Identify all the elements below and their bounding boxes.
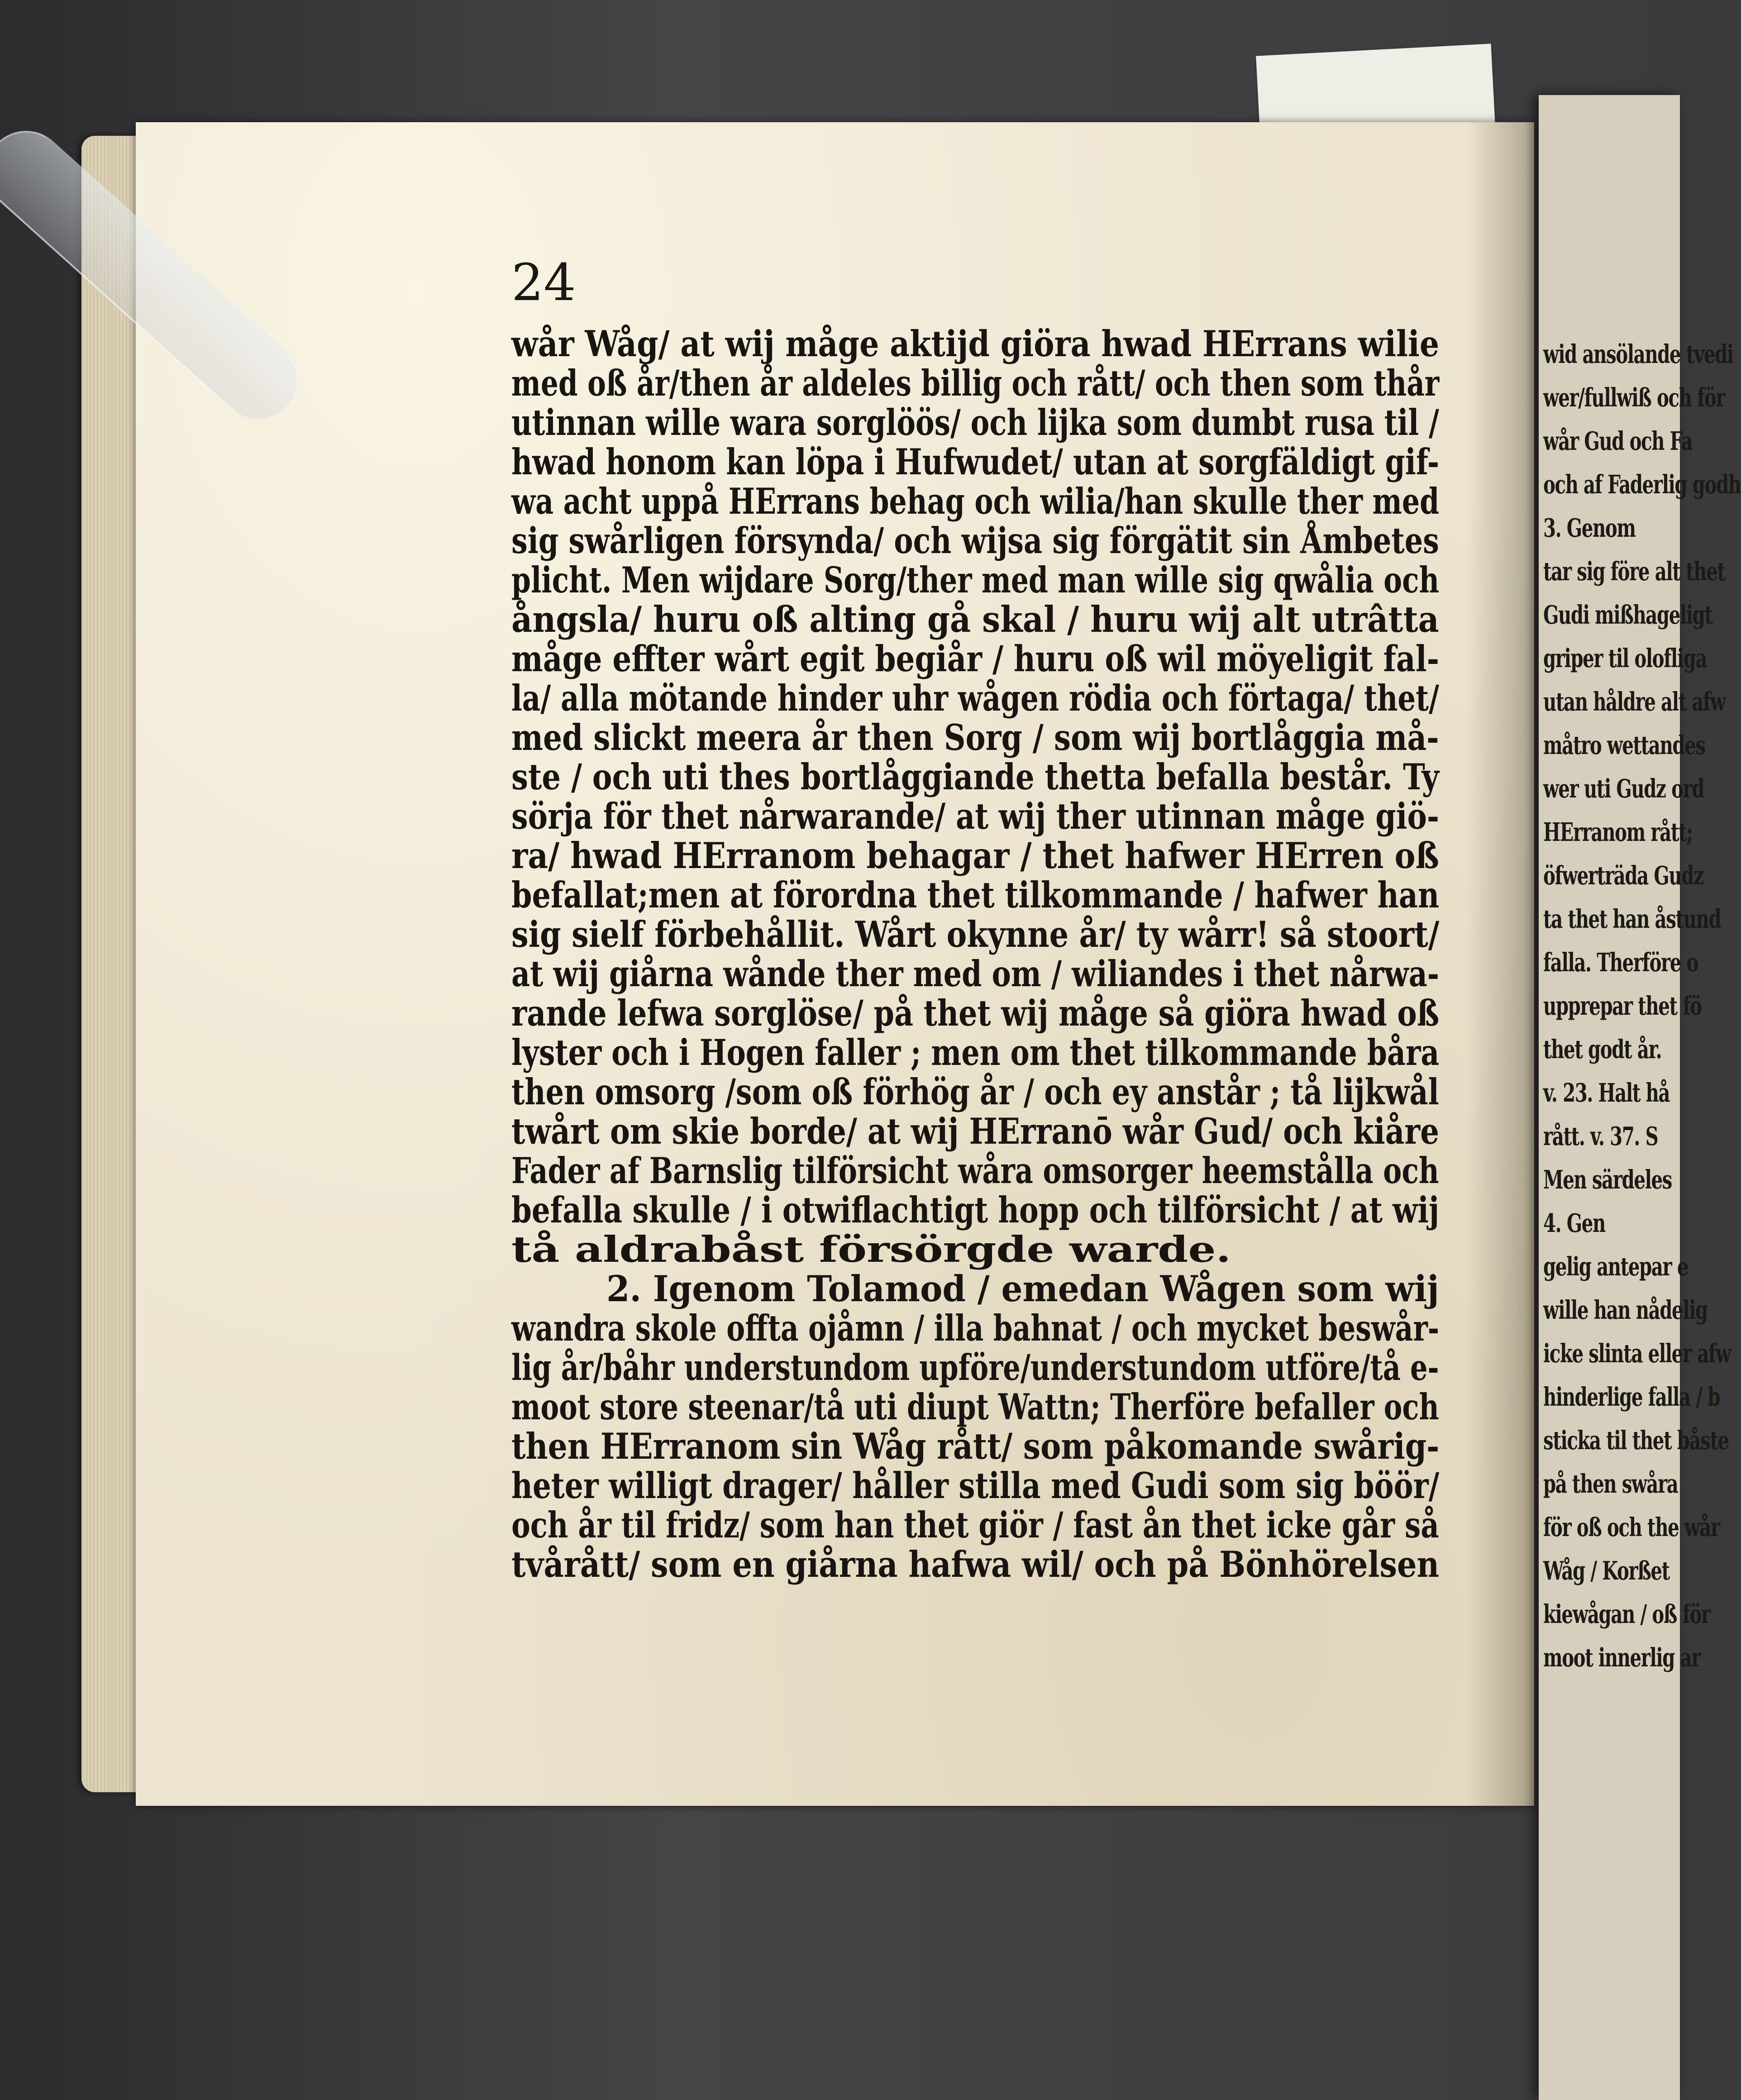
- text-line: Fader af Barnslig tilförsicht wåra omsorger heemstålla och: [511, 1150, 1439, 1192]
- right-page-text-line: utan håldre alt afw: [1543, 687, 1726, 717]
- right-page-text-line: wår Gud och Fa: [1543, 426, 1693, 456]
- right-page-text-line: Gudi mißhageligt: [1543, 600, 1712, 630]
- right-page-text-line: öfwerträda Gudz: [1543, 861, 1703, 891]
- text-line: wår Wåg/ at wij måge aktijd giöra hwad HErrans wilie: [511, 323, 1440, 365]
- text-line: tå aldrabåst försörgde warde.: [511, 1228, 1231, 1270]
- text-line: moot store steenar/tå uti diupt Wattn; Therföre befaller och: [511, 1386, 1439, 1428]
- text-line: hwad honom kan löpa i Hufwudet/ utan at sorgfäldigt gif-: [511, 441, 1440, 483]
- text-line: och år til fridz/ som han thet giör / fast ån thet icke går så: [511, 1504, 1439, 1546]
- right-page-text-line: moot innerlig ar: [1543, 1643, 1701, 1673]
- text-line: la/ alla mötande hinder uhr wågen rödia och förtaga/ thet/: [511, 677, 1440, 719]
- text-line: twårt om skie borde/ at wij HErranō wår Gud/ och kiåre: [511, 1110, 1440, 1152]
- right-page-text-line: wid ansölande tvedi: [1543, 339, 1733, 369]
- text-line: sig swårligen försynda/ och wijsa sig förgätit sin Åmbetes: [511, 520, 1439, 562]
- right-page-text-line: sticka til thet båste: [1543, 1426, 1729, 1456]
- text-line: heter willigt drager/ håller stilla med Gudi som sig böör/: [511, 1465, 1440, 1507]
- text-line: rande lefwa sorglöse/ på thet wij måge så giöra hwad oß: [511, 992, 1440, 1034]
- text-line: med oß år/then år aldeles billig och rått/ och then som thår: [511, 362, 1440, 404]
- text-line: befalla skulle / i otwiflachtigt hopp och tilförsicht / at wij: [511, 1189, 1440, 1231]
- text-line: at wij giårna wånde ther med om / wiliandes i thet nårwa-: [511, 953, 1440, 995]
- right-page-text-line: för oß och the wår: [1543, 1513, 1720, 1542]
- right-page-text-line: och af Faderlig godh: [1543, 470, 1741, 500]
- right-page-text-line: wer uti Gudz ord: [1543, 774, 1704, 804]
- text-line: then HErranom sin Wåg rått/ som påkomande swårig-: [511, 1425, 1440, 1467]
- right-page-text-line: kiewågan / oß för: [1543, 1599, 1710, 1629]
- right-page-text-line: griper til olofliga: [1543, 644, 1707, 673]
- right-book-page: [1539, 95, 1741, 2100]
- right-page-text-line: hinderlige falla / b: [1543, 1382, 1720, 1412]
- text-line: måge effter wårt egit begiår / huru oß wil möyeligit fal-: [511, 638, 1440, 680]
- right-page-text-line: falla. Therföre o: [1543, 948, 1698, 978]
- right-page-text-line: thet godt år.: [1543, 1035, 1662, 1064]
- text-line: ångsla/ huru oß alting gå skal / huru wij alt utrâtta: [511, 598, 1439, 640]
- text-line: ste / och uti thes bortlåggiande thetta befalla består. Ty: [511, 756, 1439, 798]
- right-page-text-line: på then swåra: [1543, 1469, 1678, 1499]
- text-line: tvårått/ som en giårna hafwa wil/ och på Bönhörelsen: [511, 1543, 1440, 1585]
- text-line: wandra skole offta ojåmn / illa bahnat / och mycket beswår-: [511, 1307, 1440, 1349]
- text-line: wa acht uppå HErrans behag och wilia/han skulle ther med: [511, 480, 1440, 522]
- right-page-text-line: rått. v. 37. S: [1543, 1122, 1658, 1151]
- right-page-text-line: wille han nådelig: [1543, 1295, 1708, 1325]
- text-line: then omsorg /som oß förhög år / och ey anstår ; tå lijkwål: [511, 1071, 1439, 1113]
- right-page-text-line: upprepar thet fö: [1543, 991, 1702, 1021]
- text-line: lig år/båhr understundom upföre/understundom utföre/tå e-: [511, 1346, 1439, 1389]
- right-page-text-line: ta thet han åstund: [1543, 904, 1721, 934]
- text-line: befallat;men at förordna thet tilkommande / hafwer han: [511, 874, 1440, 916]
- text-line: sig sielf förbehållit. Wårt okynne år/ ty wårr! så stoort/: [511, 913, 1440, 955]
- text-line: sörja för thet nårwarande/ at wij ther utinnan måge giö-: [511, 795, 1439, 837]
- right-page-text-line: gelig antepar e: [1543, 1252, 1689, 1282]
- text-line: utinnan wille wara sorglöös/ och lijka som dumbt rusa til /: [511, 401, 1439, 444]
- page-number: 24: [511, 253, 576, 312]
- right-page-text-line: 4. Gen: [1543, 1208, 1605, 1238]
- book-gutter-shadow: [1466, 122, 1534, 1806]
- right-page-text-line: måtro wettandes: [1543, 730, 1705, 760]
- right-page-text-line: v. 23. Halt hå: [1543, 1078, 1670, 1108]
- text-line: plicht. Men wijdare Sorg/ther med man wille sig qwålia och: [511, 559, 1440, 601]
- right-page-text-line: Men särdeles: [1543, 1165, 1672, 1195]
- right-page-text-line: tar sig före alt thet: [1543, 557, 1725, 587]
- text-line: 2. Igenom Tolamod / emedan Wågen som wij: [606, 1268, 1439, 1310]
- right-page-text-line: 3. Genom: [1543, 513, 1636, 543]
- text-line: lyster och i Hogen faller ; men om thet tilkommande båra: [511, 1031, 1440, 1074]
- text-line: med slickt meera år then Sorg / som wij bortlåggia må-: [511, 716, 1439, 759]
- right-page-text-line: wer/fullwiß och för: [1543, 383, 1725, 413]
- right-page-text-line: HErranom rått;: [1543, 817, 1693, 847]
- text-line: ra/ hwad HErranom behagar / thet hafwer HErren oß: [511, 835, 1439, 877]
- right-page-text-line: Wåg / Korßet: [1543, 1556, 1669, 1586]
- right-page-text-line: icke slinta eller afw: [1543, 1339, 1731, 1369]
